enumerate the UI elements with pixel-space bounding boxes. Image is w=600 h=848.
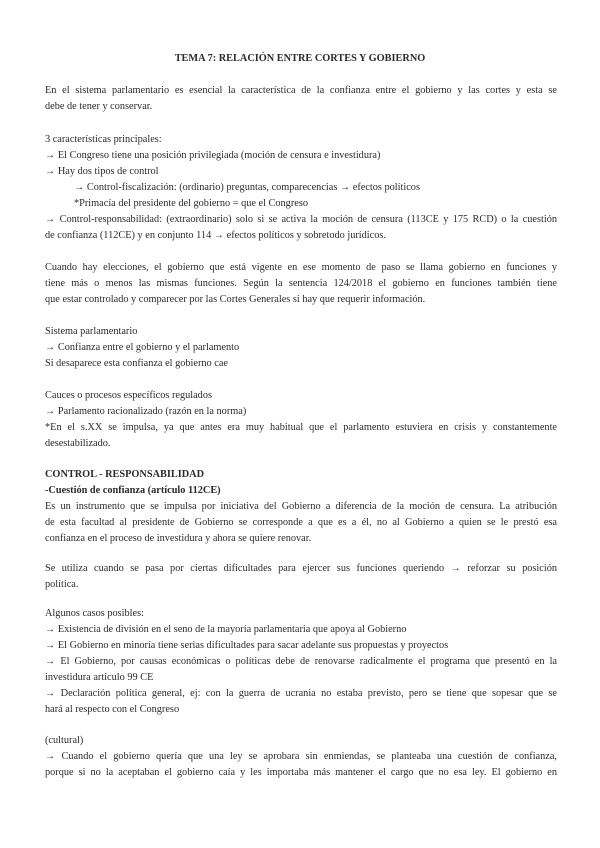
section-heading: CONTROL - RESPONSABILIDAD [45, 469, 205, 480]
cases-item: hará al respecto con el Congreso [45, 704, 180, 715]
intro-line: En el sistema parlamentario es esencial la característica de la confianza entre el gobierno y las cortes y esta se [45, 85, 557, 96]
intro-line: debe de tener y conservar. [45, 101, 153, 112]
confidence-paragraph-line: Es un instrumento que se impulsa por iniciativa del Gobierno a diferencia de la moción de censura. La atribución [45, 501, 557, 512]
confidence-paragraph-line: confianza en el proceso de investidura y ahora se quiere renovar. [45, 533, 312, 544]
elections-paragraph-line: tiene más o menos las mismas funciones. Según la sentencia 124/2018 el gobierno en funciones también tiene [45, 278, 557, 289]
characteristics-heading: 3 características principales: [45, 134, 162, 145]
channels-item: → Parlamento racionalizado (razón en la norma) [45, 406, 247, 417]
characteristics-item: → Control-responsabilidad: (extraordinario) solo si se activa la moción de censura (113CE y 175 RCD) o la cuestión [45, 214, 557, 225]
cases-item: → El Gobierno, por causas económicas o políticas debe de renovarse radicalmente el programa que presentó en la [45, 656, 557, 667]
characteristics-subitem: → Control-fiscalización: (ordinario) preguntas, comparecencias → efectos políticos [74, 182, 420, 193]
cases-item: investidura artículo 99 CE [45, 672, 154, 683]
subsection-heading: -Cuestión de confianza (artículo 112CE) [45, 485, 221, 496]
cultural-paragraph-line: → Cuando el gobierno quería que una ley se aprobara sin enmiendas, se planteaba una cuestión de confianza, [45, 751, 557, 762]
elections-paragraph-line: Cuando hay elecciones, el gobierno que está vigente en ese momento de paso se llama gobierno en funciones y [45, 262, 557, 273]
cases-heading: Algunos casos posibles: [45, 608, 144, 619]
cultural-heading: (cultural) [45, 735, 84, 746]
channels-note: *En el s.XX se impulsa, ya que antes era muy habitual que el parlamento estuviera en crisis y constantemente [45, 422, 557, 433]
cases-item: → Existencia de división en el seno de la mayoría parlamentaria que apoya al Gobierno [45, 624, 407, 635]
characteristics-note: *Primacía del presidente del gobierno = que el Congreso [74, 198, 308, 209]
characteristics-item: de confianza (112CE) y en conjunto 114 → efectos políticos y sobretodo jurídicos. [45, 230, 386, 241]
characteristics-item: → El Congreso tiene una posición privilegiada (moción de censura e investidura) [45, 150, 381, 161]
cases-item: → Declaración política general, ej: con la guerra de ucrania no estaba previsto, pero se tiene que sopesar que se [45, 688, 557, 699]
cultural-paragraph-line: porque si no la aceptaban el gobierno caía y les importaba más mantener el cargo que no esa ley. El gobierno en [45, 767, 557, 778]
channels-note: desestabilizado. [45, 438, 111, 449]
channels-heading: Cauces o procesos específicos regulados [45, 390, 212, 401]
difficulties-paragraph-line: política. [45, 579, 79, 590]
parliamentary-system-item: Si desaparece esta confianza el gobierno cae [45, 358, 228, 369]
elections-paragraph-line: que estar controlado y comparecer por las Cortes Generales si hay que requerir información. [45, 294, 426, 305]
confidence-paragraph-line: de esta facultad al presidente de Gobierno se corresponde a que es a él, no al Gobierno a quien se le prestó esa [45, 517, 557, 528]
parliamentary-system-heading: Sistema parlamentario [45, 326, 138, 337]
cases-item: → El Gobierno en minoría tiene serias dificultades para sacar adelante sus propuestas y proyectos [45, 640, 449, 651]
difficulties-paragraph-line: Se utiliza cuando se pasa por ciertas dificultades para ejercer sus funciones queriendo → reforzar su posición [45, 563, 557, 574]
characteristics-item: → Hay dos tipos de control [45, 166, 159, 177]
parliamentary-system-item: → Confianza entre el gobierno y el parlamento [45, 342, 240, 353]
page-title: TEMA 7: RELACIÓN ENTRE CORTES Y GOBIERNO [174, 53, 426, 64]
